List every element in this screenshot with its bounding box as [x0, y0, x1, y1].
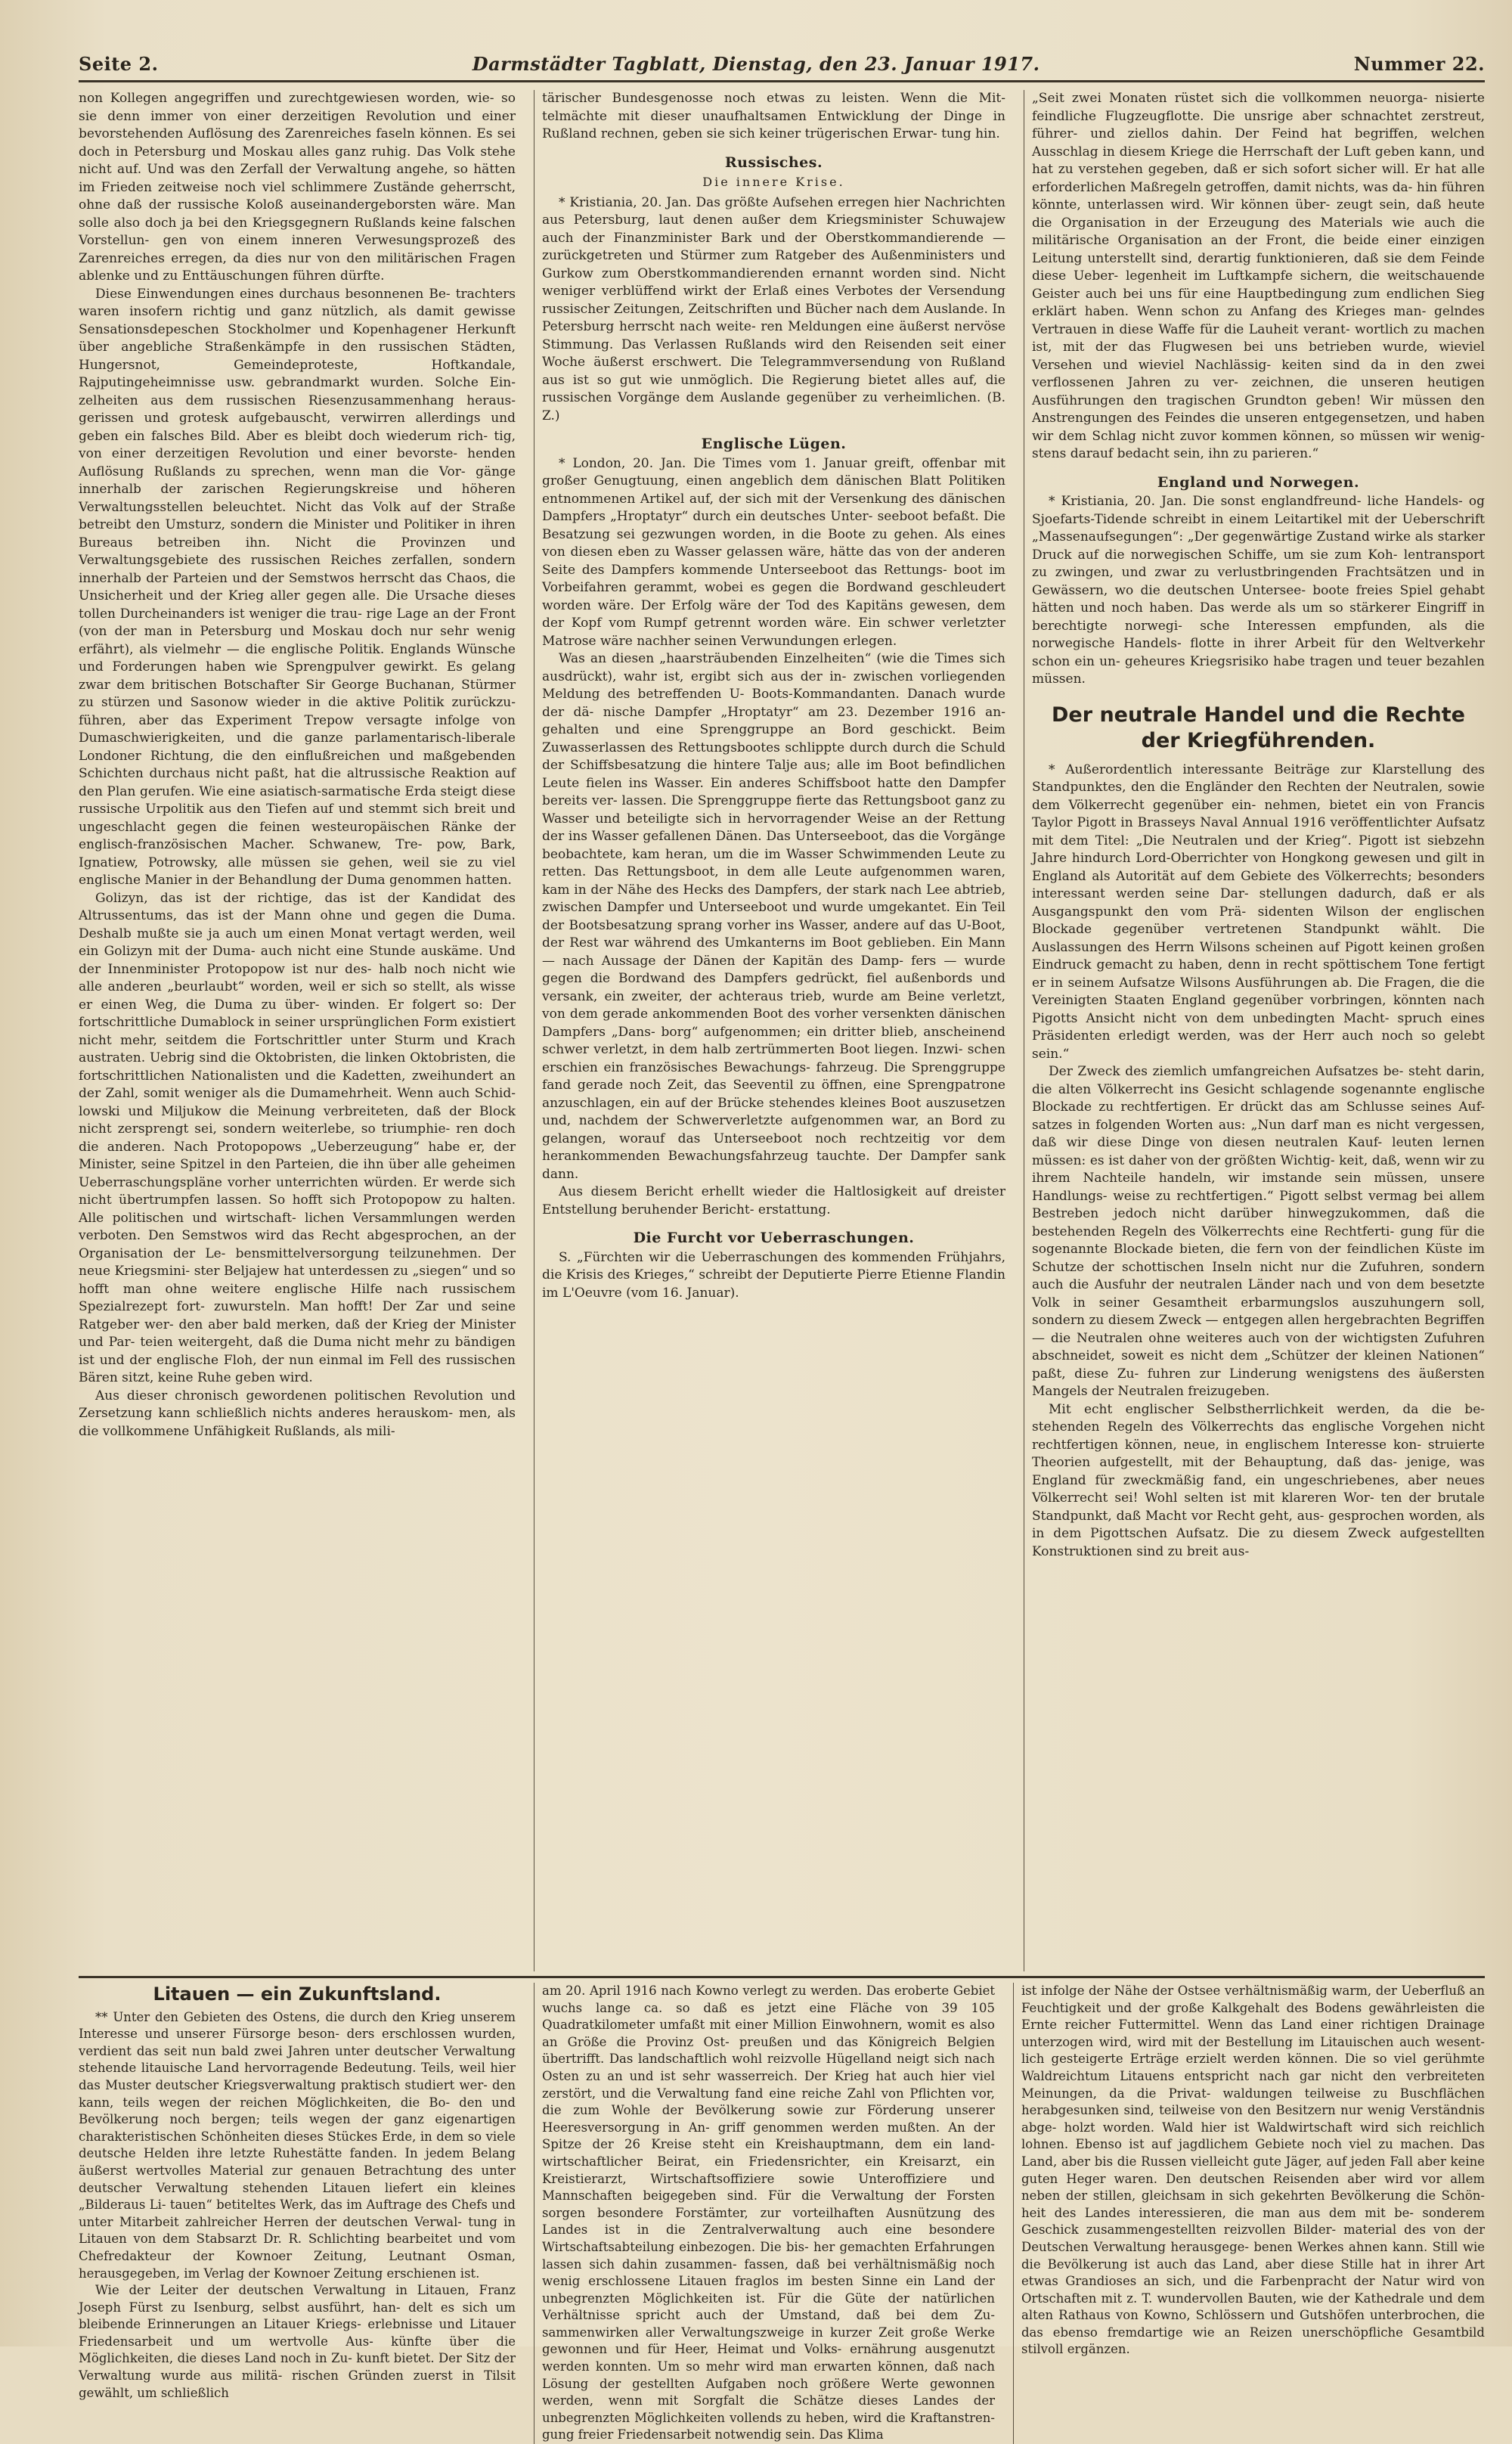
paragraph: Was an diesen „haarsträubenden Einzelheiten“ (wie die Times sich ausdrückt), wahr ist, ergibt sich aus der in- zwischen vorliegenden Meldung des betreffenden U- Boots-Kommandanten. Danach wurde der dä- nische Dampfer „Hroptatyr“ am 23. Dezember 1916 an- gehalten und eine Sprenggruppe an Bord geschickt. Beim Zuwasserlassen des Rettungsbootes schlippte durch durch die Schuld der Schiffsbesatzung die hintere Talje aus; alle im Boot befindlichen Leute fielen ins Wasser. Ein anderes Schiffsboot hatte den Dampfer bereits ver- lassen. Die Sprenggruppe fierte das Rettungsboot ganz zu Wasser und beteiligte sich in hervorragender Weise an der Rettung der ins Wasser gefallenen Dänen. Das Unterseeboot, das die Vorgänge beobachtete, kam heran, um die im Wasser Schwimmenden Leute zu retten. Das Rettungsboot, in dem alle Leute aufgenommen waren, kam in der Nähe des Hecks des Dampfers, der stark nach Lee abtrieb, zwischen Dampfer und Unterseeboot und wurde umgekantet. Ein Teil der Bootsbesatzung sprang vorher ins Wasser, andere auf das U-Boot, der Rest war während des Umkanterns im Boot geblieben. Ein Mann — nach Aussage der Dänen der Kapitän des Damp- fers — wurde gegen die Bordwand des Dampfers gedrückt, fiel außenbords und versank, ein zweiter, der achteraus trieb, wurde am Beine verletzt, von dem gerade ankommenden Boot des vorher versenkten dänischen Dampfers „Dans- borg“ aufgenommen; ein dritter blieb, anscheinend schwer verletzt, in dem halb zertrümmerten Boot liegen. Inzwi- schen erschien ein französisches Bewachungs- fahrzeug. Die Sprenggruppe fand gerade noch Zeit, das Seeventil zu öffnen, eine Sprengpatrone anzuschlagen, ein auf der Brücke stehendes kleines Boot auszusetzen und, nachdem der Schwerverletzte aufgenommen war, an Bord zu gelangen, worauf das Unterseeboot noch rechtzeitig vor dem herankommenden Bewachungsfahrzeug tauchte. Der Dampfer sank dann. [542, 651, 1005, 1182]
paragraph: S. „Fürchten wir die Ueberraschungen des kommenden Frühjahrs, die Krisis des Krieges,“ schreibt der Deputierte Pierre Etienne Flandin im L'Oeuvre (vom 16. Januar). [542, 1249, 1005, 1301]
feuilleton-column-3 [1013, 1983, 1485, 2444]
column-2 [534, 90, 1005, 1971]
section-heading: Englische Lügen. [701, 436, 847, 452]
paragraph: ** Unter den Gebieten des Ostens, die durch den Krieg unserem Interesse und unserer Fürsorge beson- ders erschlossen wurden, verdient das seit nun bald zwei Jahren unter deutscher Verwaltung stehende litauische Land hervorragende Bedeutung. Teils, weil hier das Muster deutscher Kriegsverwaltung praktisch studiert wer- den kann, teils wegen der reichen Möglichkeiten, die Bo- den und Bevölkerung noch bergen; teils wegen der ganz eigenartigen charakteristischen Schönheiten dieses Stückes Erde, in dem so viele deutsche Helden ihre letzte Ruhestätte fanden. In jedem Belang äußerst wertvolles Material zur genauen Betrachtung des unter deutscher Verwaltung stehenden Litauen liefert ein kleines „Bilderaus Li- tauen“ betiteltes Werk, das im Auftrage des Chefs und unter Mitarbeit zahlreicher Herren der deutschen Verwal- tung in Litauen von dem Stabsarzt Dr. R. Schlichting bearbeitet und vom Chefredakteur der Kownoer Zeitung, Leutnant Osman, herausgegeben, im Verlag der Kownoer Zeitung erschienen ist. [79, 2009, 516, 2281]
header-rule [79, 80, 1485, 82]
paragraph: Aus diesem Bericht erhellt wieder die Haltlosigkeit auf dreister Entstellung beruhender Bericht- erstattung. [542, 1184, 1005, 1217]
paragraph: * Außerordentlich interessante Beiträge zur Klarstellung des Standpunktes, den die Engländer den Rechten der Neutralen, sowie dem Völkerrecht gegenüber ein- nehmen, bietet ein von Francis Taylor Pigott in Brasseys Naval Annual 1916 veröffentlichter Aufsatz mit dem Titel: „Die Neutralen und der Krieg“. Pigott ist siebzehn Jahre hindurch Lord-Oberrichter von Hongkong gewesen und gilt in England als Autorität auf dem Gebiete des Völkerrechts; besonders interessant werden seine Dar- stellungen dadurch, daß er als Ausgangspunkt den vom Prä- sidenten Wilson der englischen Blockade gegenüber vertretenen Standpunkt wählt. Die Auslassungen des Herrn Wilsons scheinen auf Pigott keinen großen Eindruck gemacht zu haben, denn in recht spöttischem Tone fertigt er in seinem Aufsatze Wilsons Ausführungen ab. Die Fragen, die die Vereinigten Staaten England gegenüber vorbringen, könnten nach Pigotts Ansicht nicht von dem unbedingten Macht- spruch eines Präsidenten erledigt werden, was der Herr auch noch so gelebt sein.“ [1032, 761, 1485, 1062]
section-subheading: Die innere Krise. [702, 175, 845, 189]
page-header [79, 53, 1485, 79]
paragraph: Golizyn, das ist der richtige, das ist der Kandidat des Altrussentums, das ist der Mann ohne und gegen die Duma. Deshalb mußte sie ja auch um einen Monat vertagt werden, weil ein Golizyn mit der Duma- auch nicht eine Stunde auskäme. Und der Innenminister Protopopow ist nur des- halb noch nicht wie alle anderen „beurlaubt“ worden, weil er sich so stellt, als wisse er einen Weg, die Duma zu über- winden. Er folgert so: Der fortschrittliche Dumablock in seiner ursprünglichen Form existiert nicht mehr, seitdem die Fortschrittler unter Sturm und Krach austraten. Uebrig sind die Oktobristen, die linken Oktobristen, die fortschrittlichen Nationalisten und die Kadetten, zweihundert an der Zahl, somit weniger als die Dumamehrheit. Wenn auch Schid- lowski und Miljukow die Meinung verbreiteten, daß der Block nicht zersprengt sei, sondern weiterlebe, so triumphie- ren doch die anderen. Nach Protopopows „Ueberzeugung“ habe er, der Minister, seine Spitzel in den Parteien, die ihn über alle geheimen Ueberraschungspläne vorher unterrichten würden. Er werde sich nicht übertrumpfen lassen. So hofft sich Protopopow zu halten. Alle politischen und wirtschaft- lichen Versammlungen werden verboten. Den Semstwos wird das Recht abgesprochen, an der Organisation der Le- bensmittelversorgung teilzunehmen. Der neue Kriegsmini- ster Beljajew hat unterdessen zu „siegen“ und so hofft man ohne weitere englische Hilfe nach russischem Spezialrezept fort- zuwursteln. Man hofft! Der Zar und seine Ratgeber wer- den aber bald merken, daß der Krieg der Minister und Par- teien weitergeht, daß die Duma nicht mehr zu bändigen ist und der englische Floh, der nun einmal im Fell des russischen Bären sitzt, keine Ruhe geben wird. [79, 890, 516, 1385]
paragraph: * London, 20. Jan. Die Times vom 1. Januar greift, offenbar mit großer Genugtuung, einen angeblich dem dänischen Blatt Politiken entnommenen Artikel auf, der sich mit der Versenkung des dänischen Dampfers „Hroptatyr“ durch ein deutsches Unter- seeboot befaßt. Die Besatzung sei gezwungen worden, in die Boote zu gehen. Als eines von diesen eben zu Wasser gelassen wäre, hätte das von der anderen Seite des Dampfers kommende Unterseeboot das Rettungs- boot im Vorbeifahren gerammt, wobei es gegen die Bordwand geschleudert worden wäre. Der Erfolg wäre der Tod des Kapitäns gewesen, dem der Kopf vom Rumpf getrennt worden wäre. Ein schwer verletzter Matrose wäre nachher seinen Verwundungen erlegen. [542, 455, 1005, 649]
paragraph: ist infolge der Nähe der Ostsee verhältnismäßig warm, der Ueberfluß an Feuchtigkeit und der große Kalkgehalt des Bodens gewährleisten die Ernte reicher Futtermittel. Wenn das Land einer richtigen Drainage unterzogen wird, wird mit der Bestellung im Litauischen auch wesent- lich gesteigerte Erträge erzielt werden können. Die so viel gerühmte Waldreichtum Litauens entspricht nach gar nicht den verbreiteten Meinungen, da die Privat- waldungen teilweise zu Buschflächen herabgesunken sind, teilweise von den Besitzern nur wenig Verständnis abge- holzt worden. Wald hier ist Waldwirtschaft wird sich reichlich lohnen. Ebenso ist auf jagdlichem Gebiete noch viel zu machen. Das Land, aber bis die Russen vielleicht gute Jäger, auf jeden Fall aber keine guten Heger waren. Den deutschen Reisenden aber wird vor allem neben der stillen, gleichsam in sich gekehrten Bevölkerung die Schön- heit des Landes interessieren, die man aus dem mit be- sonderem Geschick zusammengestellten reizvollen Bilder- material des von der Deutschen Verwaltung herausgege- benen Werkes ahnen kann. Still wie die Bevölkerung ist auch das Land, aber diese Stille hat in ihrer Art etwas Grandioses an sich, und die Farbenpracht der Natur wird von Ortschaften mit z. T. wundervollen Bauten, wie der Kathedrale und dem alten Rathaus von Kowno, Schlössern und Gutshöfen unterbrochen, die das ebenso fremdartige wie an Reizen unerschöpfliche Gesamtbild stilvoll ergänzen. [1021, 1983, 1485, 2357]
masthead: Darmstädter Tagblatt, Dienstag, den 23. Januar 1917. [472, 53, 1040, 75]
feuilleton-column-1 [79, 1983, 516, 2444]
paragraph: * Kristiania, 20. Jan. Die sonst englandfreund- liche Handels- og Sjoefarts-Tidende schreibt in einem Leitartikel mit der Ueberschrift „Massenaufsegungen“: „Der gegenwärtige Zustand wirke als starker Druck auf die norwegischen Schiffe, um sie zum Koh- lentransport zu zwingen, und zwar zu verlustbringenden Frachtsätzen und in Gewässern, wo die deutschen Untersee- boote freies Spiel gehabt hätten und noch haben. Das werde als um so stärkerer Eingriff in berechtigte norwegi- sche Interessen empfunden, als die norwegische Handels- flotte in ihrer Arbeit für den Weltverkehr schon ein un- geheures Kriegsrisiko habe tragen und teuer bezahlen müssen. [1032, 494, 1485, 687]
feuilleton-columns [79, 1978, 1485, 2442]
column-1 [79, 90, 516, 1971]
section-heading: Die Furcht vor Ueberraschungen. [633, 1230, 915, 1246]
paragraph: tärischer Bundesgenosse noch etwas zu leisten. Wenn die Mit- telmächte mit dieser unaufhaltsamen Entwicklung der Dinge in Rußland rechnen, geben sie sich keiner trügerischen Erwar- tung hin. [542, 91, 1005, 141]
paragraph: * Kristiania, 20. Jan. Das größte Aufsehen erregen hier Nachrichten aus Petersburg, laut denen außer dem Kriegsminister Schuwajew auch der Finanzminister Bark und der Oberstkommandierende — zurückgetreten und Stürmer zum Ratgeber des Außenministers und Gurkow zum Oberstkommandierenden ernannt worden sind. Nicht weniger verblüffend wirkt der Erlaß eines Verbotes der Versendung russischer Zeitungen, Zeitschriften und Bücher nach dem Auslande. In Petersburg herrscht nach weite- ren Meldungen eine äußerst nervöse Stimmung. Das Verlassen Rußlands wird den Reisenden seit einer Woche äußerst erschwert. Die Telegrammversendung von Rußland aus ist so gut wie unmöglich. Die Regierung bietet alles auf, die russischen Vorgänge dem Auslande gegenüber zu verheimlichen. (B. Z.) [542, 194, 1005, 423]
feuilleton-column-2 [534, 1983, 995, 2444]
paragraph: Mit echt englischer Selbstherrlichkeit werden, da die be- stehenden Regeln des Völkerrechts das englische Vorgehen nicht rechtfertigen können, neue, in englischem Interesse kon- struierte Theorien aufgestellt, mit der Behauptung, daß das- jenige, was England für zweckmäßig fand, ein ungeschriebenes, aber neues Völkerrecht sei! Wohl selten ist mit klareren Wor- ten der brutale Standpunkt, daß Macht vor Recht geht, aus- gesprochen worden, als in dem Pigottschen Aufsatz. Die zu diesem Zweck aufgestellten Konstruktionen sind zu breit aus- [1032, 1401, 1485, 1559]
section-heading: Russisches. [724, 154, 823, 171]
article-headline: Der neutrale Handel und die Rechte der Kriegführenden. [1052, 702, 1465, 752]
section-heading: England und Norwegen. [1157, 473, 1360, 491]
top-columns [79, 90, 1485, 1971]
paragraph: „Seit zwei Monaten rüstet sich die vollkommen neuorga- nisierte feindliche Flugzeugflotte. Die unsrige aber schnachtet zerstreut, führer- und ziellos dahin. Der Feind hat begriffen, welchen Ausschlag in diesem Kriege die Herrschaft der Luft geben kann, und hat zu verstehen gegeben, daß er sich sofort sicher will. Er hat alle erforderlichen Maßregeln getroffen, damit nichts, was da- hin führen könnte, unterlassen wird. Wir können über- zeugt sein, daß heute die Organisation in der Erzeugung des Materials wie auch die militärische Organisation an der Front, die beide einer einzigen Leitung unterstellt sind, derartig funktionieren, daß sie dem Feinde diese Ueber- legenheit im Luftkampfe sichern, die weitschauende Geister auch bei uns für eine Hauptbedingung zum endlichen Sieg erklärt haben. Wenn schon zu Anfang des Krieges man- gelndes Vertrauen in diese Waffe für die Lauheit verant- wortlich zu machen ist, mit der das Flugwesen bei uns betrieben wurde, wieviel Versehen und wieviel Nachlässig- keiten sind da in den zwei verflossenen Jahren zu ver- zeichnen, die unseren heutigen Ausführungen den tragischen Grundton geben! Wir müssen den Anstrengungen des Feindes die unseren entgegensetzen, und haben wir dem Schlag nicht zuvor kommen können, so müssen wir wenig- stens darauf bedacht sein, ihn zu parieren.“ [1032, 91, 1485, 461]
page-number: Seite 2. [79, 53, 159, 75]
paragraph: Der Zweck des ziemlich umfangreichen Aufsatzes be- steht darin, die alten Völkerrecht ins Gesicht schlagende sogenannte englische Blockade zu rechtfertigen. Er drückt das am Schlusse seines Auf- satzes in folgenden Worten aus: „Nun darf man es nicht vergessen, daß wir diese Dinge von diesen neutralen Kauf- leuten lernen müssen: es ist daher von der größten Wichtig- keit, daß, wenn wir zu ihrem Nachteile handeln, wir imstande sein müssen, unsere Handlungs- weise zu rechtfertigen.“ Pigott selbst vermag bei allem Bestreben jedoch nicht darüber hinwegzukommen, daß die bestehenden Regeln des Völkerrechts eine Rechtferti- gung für die sogenannte Blockade bieten, die fern von der feindlichen Küste im Schutze der schottischen Inseln nicht nur die Zufuhren, sondern auch die Ausfuhr der neutralen Länder nach und von dem besetzte Volk in seiner Gesamtheit erbarmungslos auszuhungern soll, sondern zu diesem Zweck — entgegen allen hergebrachten Begriffen — die Neutralen ohne weiteres auch von der wichtigsten Zufuhren abschneidet, soweit es nicht dem „Schützer der kleinen Nationen“ paßt, diese Zu- fuhren zur Linderung wenigstens des äußersten Mangels der Neutralen freizugeben. [1032, 1064, 1485, 1399]
issue-number: Nummer 22. [1353, 53, 1485, 75]
paragraph: Aus dieser chronisch gewordenen politischen Revolution und Zersetzung kann schließlich nichts anderes herauskom- men, als die vollkommene Unfähigkeit Rußlands, als mili- [79, 1388, 516, 1439]
feuilleton-headline: Litauen — ein Zukunftsland. [153, 1983, 442, 2005]
paragraph: Diese Einwendungen eines durchaus besonnenen Be- trachters waren insofern richtig und ganz nützlich, als damit gewisse Sensationsdepeschen Stockholmer und Kopenhagener Herkunft über angebliche Straßenkämpfe in den russischen Städten, Hungersnot, Gemeindeproteste, Hoftkandale, Rajputingeheimnisse usw. gebrandmarkt wurden. Solche Ein- zelheiten aus dem russischen Riesenzusammenhang heraus- gerissen und grotesk aufgebauscht, verwirren allerdings und geben ein falsches Bild. Aber es bleibt doch wiederum rich- tig, von einer derzeitigen Revolution und einer bevorste- henden Auflösung Rußlands zu sprechen, wenn man die Vor- gänge innerhalb der zarischen Regierungskreise und höheren Verwaltungsstellen beleuchtet. Nicht das Volk auf der Straße betreibt den Umsturz, sondern die Minister und Politiker in ihren Bureaus betreiben ihn. Nicht die Provinzen und Verwaltungsgebiete des russischen Reiches zerfallen, sondern innerhalb der Parteien und der Semstwos herrscht das Chaos, die Unsicherheit und der Krieg aller gegen alle. Die Ursache dieses tollen Durcheinanders ist weniger die trau- rige Lage an der Front (von der man in Petersburg und Moskau doch nur sehr wenig erfährt), als vielmehr — die englische Politik. Englands Wünsche und Forderungen haben wie Sprengpulver gewirkt. Es gelang zwar dem britischen Botschafter Sir George Buchanan, Stürmer zu stürzen und Sasonow wieder in die aktive Politik zurückzu- führen, aber das Experiment Trepow versagte infolge von Dumaschwierigkeiten, und die ganze parlamentarisch-liberale Londoner Richtung, die den einflußreichen und maßgebenden Schichten durchaus nicht paßt, hat die altrussische Reaktion auf den Plan gerufen. Wie eine asiatisch-sarmatische Erda steigt diese russische Urpolitik aus den Tiefen auf und stemmt sich breit und ungeschlacht gegen die feinen westeuropäischen Ränke der englisch-französischen Macher. Schwanew, Tre- pow, Bark, Ignatiew, Potrowsky, alle müssen sie gehen, weil sie zu viel englische Manier in der Behandlung der Duma genommen hatten. [79, 286, 516, 888]
paragraph: Wie der Leiter der deutschen Verwaltung in Litauen, Franz Joseph Fürst zu Isenburg, selbst ausführt, han- delt es sich um bleibende Erinnerungen an Litauer Kriegs- erlebnisse und Litauer Friedensarbeit und um wertvolle Aus- künfte über die Möglichkeiten, die dieses Land noch in Zu- kunft bietet. Der Sitz der Verwaltung wurde aus militä- rischen Gründen zuerst in Tilsit gewählt, um schließlich [79, 2283, 516, 2400]
paragraph: non Kollegen angegriffen und zurechtgewiesen worden, wie- so sie denn immer von einer derzeitigen Revolution und einer bevorstehenden Auflösung des Zarenreiches faseln können. Es sei doch in Petersburg und Moskau alles ganz ruhig. Das Volk stehe nicht auf. Und was den Zerfall der Verwaltung angehe, so hätten im Frieden zeitweise noch viel schlimmere Zustände geherrscht, ohne daß der russische Koloß auseinandergeborsten wäre. Man solle also doch ja bei den Kriegsgegnern Rußlands keine falschen Vorstellun- gen von einem inneren Verwesungsprozeß des Zarenreiches erregen, da dies nur von den militärischen Fragen ablenke und zu Enttäuschungen führen dürfte. [79, 91, 516, 284]
paragraph: am 20. April 1916 nach Kowno verlegt zu werden. Das eroberte Gebiet wuchs lange ca. so daß es jetzt eine Fläche von 39 105 Quadratkilometer umfaßt mit einer Million Einwohnern, womit es also an Größe die Provinz Ost- preußen und das Königreich Belgien übertrifft. Das landschaftlich wohl reizvolle Hügelland neigt sich nach Osten zu an und ist sehr wasserreich. Der Krieg hat auch hier viel zerstört, und die Verwaltung fand eine reiche Zahl von Pflichten vor, die zum Wohle der Bevölkerung sowie zur Förderung unserer Heeresversorgung in An- griff genommen werden mußten. An der Spitze der 26 Kreise steht ein Kreishauptmann, dem ein land- wirtschaftlicher Beirat, ein Friedensrichter, ein Kreisarzt, ein Kreistierarzt, Wirtschaftsoffiziere sowie Unteroffiziere und Mannschaften beigegeben sind. Für die Verwaltung der Forsten sorgen besondere Forstämter, zur vorteilhaften Ausnützung des Landes ist in die Zentralverwaltung auch eine besondere Wirtschaftsabteilung einbezogen. Die bis- her gemachten Erfahrungen lassen sich dahin zusammen- fassen, daß bei verhältnismäßig noch wenig erschlossene Litauen fraglos im besten Sinne ein Land der unbegrenzten Möglichkeiten ist. Für die Güte der natürlichen Verhältnisse spricht auch der Umstand, daß bei dem Zu- sammenwirken aller Verwaltungszweige in kurzer Zeit große Werke gewonnen und für Heer, Heimat und Volks- ernährung ausgenutzt werden konnten. Um so mehr wird man erwarten können, daß nach Lösung der gestellten Aufgaben noch größere Werte gewonnen werden, wenn mit Sorgfalt die Schätze dieses Landes der unbegrenzten Möglichkeiten vollends zu heben, wird die Kraftanstren- gung freier Friedensarbeit notwendig sein. Das Klima [542, 1983, 995, 2442]
column-3 [1024, 90, 1485, 1971]
